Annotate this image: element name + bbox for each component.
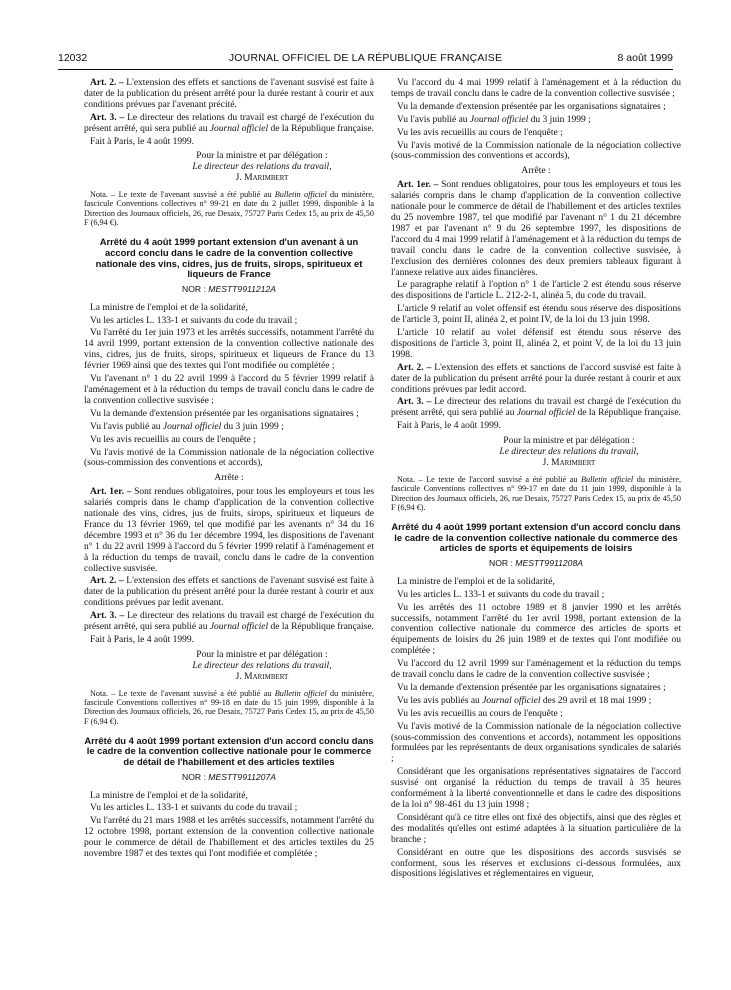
visa: Vu les articles L. 133-1 et suivants du code du travail ; bbox=[90, 803, 298, 814]
article-paragraph: Art. 2. – L'extension des effets et sanctions de l'avenant susvisé est faite à dater de la publication du présent arrêté pour la durée restant à courir et aux conditions prévues par l'avenant précité. bbox=[84, 78, 374, 110]
article-paragraph: Art. 3. – Le directeur des relations du travail est chargé de l'exécution du présent arrêté, qui sera publié au Journal officiel de la République française. bbox=[84, 112, 375, 134]
page-header bbox=[58, 52, 673, 70]
visa: Vu la demande d'extension présentée par les organisations signataires ; bbox=[90, 408, 359, 419]
article-paragraph: Art. 3. – Le directeur des relations du travail est chargé de l'exécution du présent arrêté, qui sera publié au Journal officiel de la République française. bbox=[391, 397, 682, 419]
article-paragraph: Art. 2. – L'extension des effets et sanctions de l'accord susvisé est faite à dater de la publication du présent arrêté pour la durée restant à courir et aux conditions prévues par ledit accord. bbox=[391, 362, 681, 395]
nor-reference: NOR : MESTT9911212A bbox=[182, 283, 276, 294]
arrete-heading: Arrête : bbox=[521, 166, 551, 177]
issue-date: 8 août 1999 bbox=[617, 52, 673, 64]
visa: Vu l'arrêté du 21 mars 1988 et les arrêtés successifs, notamment l'arrêté du 12 octobre 1998, portant extension de la convention collective nationale pour le commerce de détail de l'habillement et des articles textiles du 25 novembre 1987 et des textes qui l'ont modifiée et complétée ; bbox=[84, 816, 374, 860]
nota: Nota. – Le texte de l'avenant susvisé a été publié au Bulletin officiel du ministère, fascicule Conventions collectives n° 99-21 en date du 2 juillet 1999, disponible à la Direction des Journaux officiels, 26, rue Desaix, 75727 Paris Cedex 15, au prix de 45,50 F (6,94 €). bbox=[84, 190, 375, 228]
article-paragraph: Art. 1er. – Sont rendues obligatoires, pour tous les employeurs et tous les salariés compris dans le champ d'application de la convention collective nationale des vins, cidres, jus de fruits, sirops, spiritueux et liqueurs de France du 13 février 1969, tel que modifié par les avenants n° 34 du 16 décembre 1993 et n° 36 du 1er décembre 1994, les dispositions de l'avenant n° 1 du 22 avril 1999 à l'accord du 5 février 1999 relatif à l'aménagement et à la réduction du temps de travail, conclu dans le cadre de la convention collective susvisée. bbox=[84, 487, 374, 574]
visa: Vu l'avis motivé de la Commission nationale de la négociation collective (sous-commission des conventions et accords), bbox=[391, 140, 681, 162]
visa: Vu l'avis publié au Journal officiel du 3 juin 1999 ; bbox=[397, 114, 591, 125]
visa: Vu les articles L. 133-1 et suivants du code du travail ; bbox=[397, 589, 605, 600]
signature-block: Pour la ministre et par délégation : Le directeur des relations du travail, J. Marimbert bbox=[499, 436, 639, 468]
visa: Vu l'avis motivé de la Commission nationale de la négociation collective (sous-commission des conventions et accords), notamment les oppositions formulées par les représentants de deux organisations syndicales de salariés ; bbox=[391, 721, 681, 765]
header-rule bbox=[58, 69, 673, 70]
nor-reference: NOR : MESTT9911208A bbox=[489, 557, 583, 568]
visa: Vu l'avis motivé de la Commission nationale de la négociation collective (sous-commission des conventions et accords), bbox=[84, 447, 374, 469]
article-paragraph: Le paragraphe relatif à l'option n° 1 de l'article 2 est étendu sous réserve des dispositions de l'article L. 212-2-1, alinéa 5, du code du travail. bbox=[391, 280, 681, 302]
visa: Vu les articles L. 133-1 et suivants du code du travail ; bbox=[90, 315, 298, 326]
visa: Vu les avis publiés au Journal officiel des 29 avril et 18 mai 1999 ; bbox=[397, 695, 652, 706]
right-column bbox=[391, 78, 681, 882]
left-column bbox=[84, 78, 374, 862]
signature-date: Fait à Paris, le 4 août 1999. bbox=[397, 421, 501, 432]
signature-block: Pour la ministre et par délégation : Le directeur des relations du travail, J. Marimbert bbox=[192, 649, 332, 682]
article-paragraph: L'article 9 relatif au volet offensif est étendu sous réserve des dispositions de l'article 3, point II, alinéa 2, et point IV, de la loi du 13 juin 1998. bbox=[391, 304, 681, 326]
visa: La ministre de l'emploi et de la solidarité, bbox=[90, 790, 248, 801]
signature-date: Fait à Paris, le 4 août 1999. bbox=[90, 635, 194, 645]
arrete-heading: Arrête : bbox=[214, 473, 244, 484]
journal-title: JOURNAL OFFICIEL DE LA RÉPUBLIQUE FRANÇAISE bbox=[228, 52, 503, 64]
nota: Nota. – Le texte de l'avenant susvisé a été publié au Bulletin officiel du ministère, fascicule Conventions collectives n° 99-18 en date du 15 juin 1999, disponible à la Direction des Journaux officiels, 26, rue Desaix, 75727 Paris Cedex 15, au prix de 45,50 F (6,94 €). bbox=[84, 688, 375, 726]
article-paragraph: Art. 2. – L'extension des effets et sanctions de l'avenant susvisé est faite à dater de la publication du présent arrêté pour la durée restant à courir et aux conditions prévues par ledit avenant. bbox=[84, 576, 374, 609]
considerant: Considérant en outre que les dispositions des accords susvisés se conforment, sous les réserves et exclusions ci-dessous formulées, aux dispositions législatives et réglementaires en vigueur, bbox=[391, 847, 681, 880]
visa: Vu la demande d'extension présentée par les organisations signataires ; bbox=[397, 682, 666, 693]
visa: Vu l'avis publié au Journal officiel du 3 juin 1999 ; bbox=[90, 421, 284, 432]
visa: Vu l'accord du 4 mai 1999 relatif à l'aménagement et à la réduction du temps de travail conclu dans le cadre de la convention collective susvisée ; bbox=[391, 78, 681, 99]
visa: Vu les arrêtés des 11 octobre 1989 et 8 janvier 1990 et les arrêtés successifs, notamment l'arrêté du 1er avril 1998, portant extension de la convention collective nationale du commerce des articles de sports et équipements de loisirs du 26 juin 1989 et de textes qui l'ont modifiée ou complétée ; bbox=[391, 602, 681, 657]
visa: Vu l'avenant n° 1 du 22 avril 1999 à l'accord du 5 février 1999 relatif à l'aménagement et à la réduction du temps de travail conclu dans le cadre de la convention collective susvisée ; bbox=[84, 374, 374, 406]
considerant: Considérant qu'à ce titre elles ont fixé des objectifs, ainsi que des règles et des modalités qu'elles ont estimé adaptées à la situation particulière de la branche ; bbox=[391, 812, 681, 845]
visa: Vu l'accord du 12 avril 1999 sur l'aménagement et la réduction du temps de travail conclu dans le cadre de la convention collective susvisée ; bbox=[391, 659, 681, 681]
article-paragraph: L'article 10 relatif au volet défensif est étendu sous réserve des dispositions de l'article 3, point II, alinéa 2, et point V, de la loi du 13 juin 1998. bbox=[391, 328, 681, 360]
nota: Nota. – Le texte de l'accord susvisé a été publié au Bulletin officiel du ministère, fascicule Conventions collectives n° 99-17 en date du 11 juin 1999, disponible à la Direction des Journaux officiels, 26, rue Desaix, 75727 Paris Cedex 15, au prix de 45,50 F (6,94 €). bbox=[391, 474, 682, 512]
visa: La ministre de l'emploi et de la solidarité, bbox=[90, 302, 248, 313]
article-paragraph: Art. 3. – Le directeur des relations du travail est chargé de l'exécution du présent arrêté, qui sera publié au Journal officiel de la République française. bbox=[84, 611, 375, 633]
visa: Vu les avis recueillis au cours de l'enquête ; bbox=[397, 708, 563, 719]
arrete-title: Arrêté du 4 août 1999 portant extension d'un accord conclu dans le cadre de la convention collective nationale du commerce des articles de sports et équipements de loisirs bbox=[391, 521, 681, 554]
page-number: 12032 bbox=[58, 52, 88, 64]
arrete-title: Arrêté du 4 août 1999 portant extension d'un avenant à un accord conclu dans le cadre de la convention collective nationale des vins, cidres, jus de fruits, sirops, spiritueux et liqueurs de France bbox=[95, 236, 363, 280]
arrete-title: Arrêté du 4 août 1999 portant extension d'un accord conclu dans le cadre de la convention collective nationale pour le commerce de détail de l'habillement et des articles textiles bbox=[84, 734, 374, 767]
visa: Vu l'arrêté du 1er juin 1973 et les arrêtés successifs, notamment l'arrêté du 14 avril 1999, portant extension de la convention collective nationale des vins, cidres, jus de fruits, sirops, spiritueux et liqueurs de France du 13 février 1969 ainsi que des textes qui l'ont modifiée ou complétée ; bbox=[84, 328, 374, 372]
visa: Vu la demande d'extension présentée par les organisations signataires ; bbox=[397, 101, 666, 112]
nor-reference: NOR : MESTT9911207A bbox=[182, 771, 276, 782]
signature-date: Fait à Paris, le 4 août 1999. bbox=[90, 136, 194, 147]
signature-block: Pour la ministre et par délégation : Le directeur des relations du travail, J. Marimbert bbox=[192, 151, 332, 184]
article-paragraph: Art. 1er. – Sont rendues obligatoires, pour tous les employeurs et tous les salariés compris dans le champ d'application de la convention collective nationale pour le commerce de détail de l'habillement et des articles textiles du 25 novembre 1987, tel que modifié par l'avenant n° 1 du 21 décembre 1987 et par l'avenant n° 9 du 26 septembre 1997, les dispositions de l'accord du 4 mai 1999 relatif à l'aménagement et à la réduction du temps de travail conclu dans le cadre de la convention collective susvisée, à l'exclusion des dernières colonnes des deux premiers tableaux figurant à l'annexe relative aux aides financières. bbox=[391, 180, 681, 278]
visa: La ministre de l'emploi et de la solidarité, bbox=[397, 576, 555, 587]
considerant: Considérant que les organisations représentatives signataires de l'accord susvisé ont organisé la réduction du temps de travail à 35 heures conformément à la liberté conventionnelle et dans le cadre des dispositions de la loi n° 98-461 du 13 juin 1998 ; bbox=[391, 767, 681, 810]
visa: Vu les avis recueillis au cours de l'enquête ; bbox=[90, 434, 256, 445]
visa: Vu les avis recueillis au cours de l'enquête ; bbox=[397, 127, 563, 138]
